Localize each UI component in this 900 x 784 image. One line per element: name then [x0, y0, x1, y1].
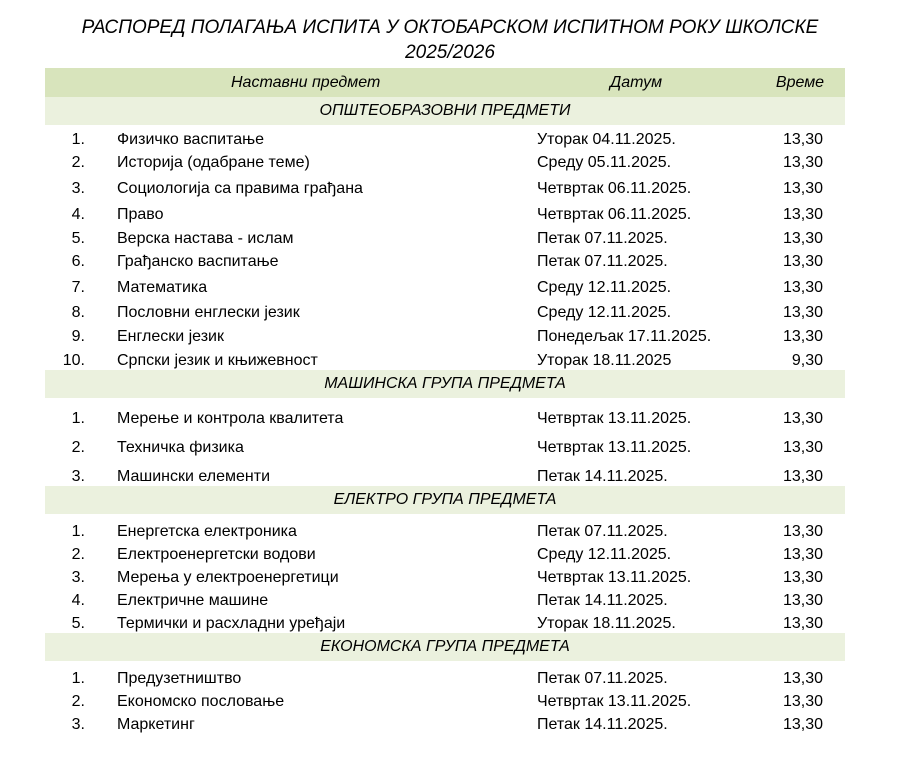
row-subject: Мерење и контрола квалитета	[117, 410, 344, 427]
row-date: Петак 07.11.2025.	[537, 230, 668, 247]
row-number: 10.	[62, 352, 85, 369]
row-subject: Мерења у електроенергетици	[117, 569, 339, 586]
row-number: 7.	[71, 279, 85, 296]
group-title: ЕКОНОМСКА ГРУПА ПРЕДМЕТА	[45, 633, 845, 661]
row-time: 13,30	[782, 253, 823, 270]
row-date: Уторак 18.11.2025.	[537, 615, 676, 632]
row-number: 2.	[71, 439, 85, 456]
row-time: 13,30	[782, 439, 823, 456]
row-time: 13,30	[782, 693, 823, 710]
row-subject: Техничка физика	[117, 439, 244, 456]
table-row	[45, 428, 845, 457]
row-date: Среду 12.11.2025.	[537, 304, 672, 321]
header-num	[45, 68, 105, 97]
row-number: 6.	[71, 253, 85, 270]
row-subject: Енглески језик	[117, 328, 224, 345]
table-row	[45, 587, 845, 610]
row-date: Среду 12.11.2025.	[537, 546, 672, 563]
row-time: 13,30	[782, 569, 823, 586]
row-time: 13,30	[782, 180, 823, 197]
table-row	[45, 661, 845, 688]
row-subject: Електричне машине	[117, 592, 269, 609]
table-row	[45, 172, 845, 198]
row-time: 13,30	[782, 154, 823, 171]
row-subject: Верска настава - ислам	[117, 230, 294, 247]
group-row-economics	[45, 633, 845, 661]
row-time: 13,30	[782, 279, 823, 296]
row-date: Четвртак 13.11.2025.	[537, 693, 692, 710]
table-row	[45, 125, 845, 149]
row-number: 1.	[71, 131, 85, 148]
row-date: Уторак 04.11.2025.	[537, 131, 676, 148]
row-subject: Грађанско васпитање	[117, 253, 279, 270]
table-row	[45, 198, 845, 224]
row-number: 4.	[71, 206, 85, 223]
table-row	[45, 398, 845, 428]
table-row	[45, 224, 845, 248]
row-subject: Машински елементи	[117, 468, 270, 485]
row-date: Петак 07.11.2025.	[537, 253, 668, 270]
table-row	[45, 248, 845, 271]
row-date: Среду 12.11.2025.	[537, 279, 672, 296]
row-number: 5.	[71, 615, 85, 632]
row-time: 13,30	[782, 615, 823, 632]
row-subject: Економско пословање	[117, 693, 285, 710]
row-date: Петак 14.11.2025.	[537, 468, 668, 485]
row-subject: Маркетинг	[117, 716, 195, 733]
row-time: 13,30	[782, 592, 823, 609]
row-time: 13,30	[782, 206, 823, 223]
table-row	[45, 297, 845, 322]
table-row	[45, 541, 845, 564]
header-date: Датум	[537, 68, 743, 97]
exam-schedule-table	[45, 68, 845, 734]
row-date: Уторак 18.11.2025	[537, 352, 672, 369]
group-row-electrical	[45, 486, 845, 514]
table-row	[45, 457, 845, 486]
row-time: 13,30	[782, 410, 823, 427]
row-date: Среду 05.11.2025.	[537, 154, 672, 171]
row-subject: Социологија са правима грађана	[117, 180, 363, 197]
row-time: 13,30	[782, 304, 823, 321]
group-title: ОПШТЕОБРАЗОВНИ ПРЕДМЕТИ	[45, 97, 845, 125]
row-time: 13,30	[782, 523, 823, 540]
group-title: ЕЛЕКТРО ГРУПА ПРЕДМЕТА	[45, 486, 845, 514]
header-time: Време	[743, 68, 845, 97]
row-time: 13,30	[782, 716, 823, 733]
table-row	[45, 149, 845, 172]
row-time: 13,30	[782, 670, 823, 687]
document-title-year: 2025/2026	[405, 42, 495, 63]
row-number: 1.	[71, 523, 85, 540]
row-number: 1.	[71, 670, 85, 687]
table-row	[45, 688, 845, 711]
row-date: Четвртак 06.11.2025.	[537, 180, 692, 197]
row-number: 2.	[71, 154, 85, 171]
row-number: 3.	[71, 569, 85, 586]
row-time: 13,30	[782, 328, 823, 345]
row-time: 9,30	[791, 352, 823, 369]
row-subject: Српски језик и књижевност	[117, 352, 318, 369]
table-row	[45, 514, 845, 541]
row-subject: Термички и расхладни уређаји	[117, 615, 346, 632]
row-time: 13,30	[782, 468, 823, 485]
row-date: Четвртак 06.11.2025.	[537, 206, 692, 223]
row-subject: Електроенергетски водови	[117, 546, 316, 563]
row-subject: Историја (одабране теме)	[117, 154, 310, 171]
table-header-row	[45, 68, 845, 97]
row-subject: Предузетништво	[117, 670, 242, 687]
row-number: 3.	[71, 468, 85, 485]
table-row	[45, 346, 845, 370]
row-number: 3.	[71, 180, 85, 197]
row-number: 8.	[71, 304, 85, 321]
table-row	[45, 322, 845, 346]
group-row-general	[45, 97, 845, 125]
table-row	[45, 610, 845, 633]
row-date: Четвртак 13.11.2025.	[537, 439, 692, 456]
row-subject: Пословни енглески језик	[117, 304, 300, 321]
row-number: 2.	[71, 693, 85, 710]
row-time: 13,30	[782, 546, 823, 563]
document-title: РАСПОРЕД ПОЛАГАЊА ИСПИТА У ОКТОБАРСКОМ ИСПИТНОМ РОКУ ШКОЛСКЕ	[81, 17, 819, 38]
table-row	[45, 564, 845, 587]
row-date: Четвртак 13.11.2025.	[537, 410, 692, 427]
table-row	[45, 271, 845, 297]
row-date: Петак 07.11.2025.	[537, 523, 668, 540]
group-row-mechanical	[45, 370, 845, 398]
row-number: 3.	[71, 716, 85, 733]
row-time: 13,30	[782, 131, 823, 148]
row-subject: Енергетска електроника	[117, 523, 297, 540]
row-number: 4.	[71, 592, 85, 609]
row-time: 13,30	[782, 230, 823, 247]
row-subject: Физичко васпитање	[117, 131, 264, 148]
row-date: Петак 14.11.2025.	[537, 716, 668, 733]
row-date: Четвртак 13.11.2025.	[537, 569, 692, 586]
header-subject: Наставни предмет	[105, 68, 537, 97]
row-subject: Право	[117, 206, 164, 223]
table-row	[45, 711, 845, 734]
row-number: 5.	[71, 230, 85, 247]
row-date: Понедељак 17.11.2025.	[537, 328, 712, 345]
row-subject: Математика	[117, 279, 208, 296]
row-number: 1.	[71, 410, 85, 427]
row-date: Петак 07.11.2025.	[537, 670, 668, 687]
group-title: МАШИНСКА ГРУПА ПРЕДМЕТА	[45, 370, 845, 398]
row-number: 9.	[71, 328, 85, 345]
row-date: Петак 14.11.2025.	[537, 592, 668, 609]
row-number: 2.	[71, 546, 85, 563]
